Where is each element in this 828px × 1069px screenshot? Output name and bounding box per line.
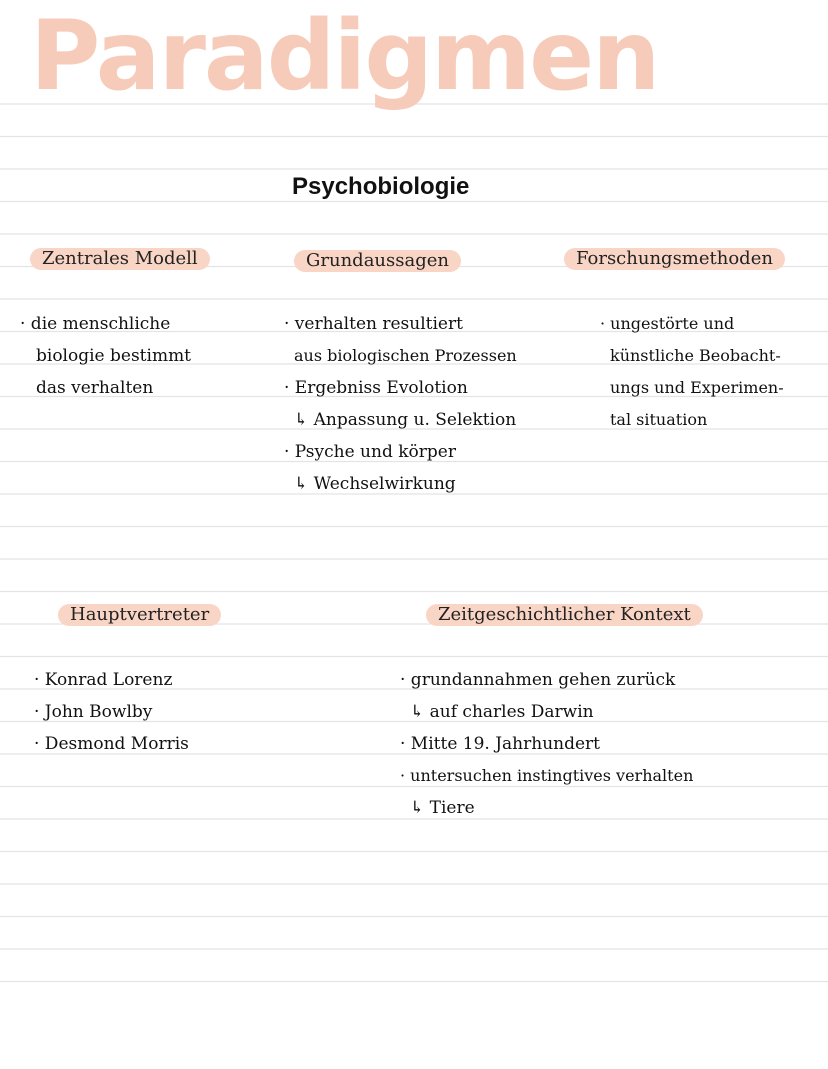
list-item: ↳ Tiere: [410, 798, 475, 818]
list-item: · Ergebniss Evolotion: [284, 378, 468, 398]
list-item: · ungestörte und: [600, 314, 735, 333]
list-forschungsmethoden: [600, 308, 784, 436]
list-kontext: [400, 664, 693, 824]
list-item: tal situation: [610, 410, 708, 429]
list-item: ungs und Experimen-: [610, 378, 784, 397]
list-zentrales-modell: [20, 308, 191, 404]
header-forschungsmethoden: Forschungsmethoden: [564, 248, 785, 270]
list-item: · grundannahmen gehen zurück: [400, 670, 676, 690]
list-item: · die menschliche: [20, 314, 171, 334]
list-item: · verhalten resultiert: [284, 314, 463, 334]
list-grundaussagen: [284, 308, 517, 500]
list-item: das verhalten: [36, 378, 154, 398]
header-hauptvertreter: Hauptvertreter: [58, 604, 221, 626]
list-item: · Psyche und körper: [284, 442, 456, 462]
list-item: · Mitte 19. Jahrhundert: [400, 734, 600, 754]
list-hauptvertreter: [34, 664, 189, 760]
header-zentrales-modell: Zentrales Modell: [30, 248, 210, 270]
list-item: · Konrad Lorenz: [34, 670, 173, 690]
header-kontext: Zeitgeschichtlicher Kontext: [426, 604, 703, 626]
list-item: künstliche Beobacht-: [610, 346, 781, 365]
list-item: biologie bestimmt: [36, 346, 192, 366]
list-item: ↳ Wechselwirkung: [294, 474, 456, 494]
list-item: · Desmond Morris: [34, 734, 189, 754]
page-title: Paradigmen: [30, 0, 659, 112]
list-item: ↳ auf charles Darwin: [410, 702, 594, 722]
page-subtitle: Psychobiologie: [292, 173, 470, 200]
header-grundaussagen: Grundaussagen: [294, 250, 461, 272]
list-item: aus biologischen Prozessen: [294, 346, 517, 365]
list-item: · John Bowlby: [34, 702, 153, 722]
list-item: ↳ Anpassung u. Selektion: [294, 410, 517, 430]
list-item: · untersuchen instingtives verhalten: [400, 766, 694, 785]
